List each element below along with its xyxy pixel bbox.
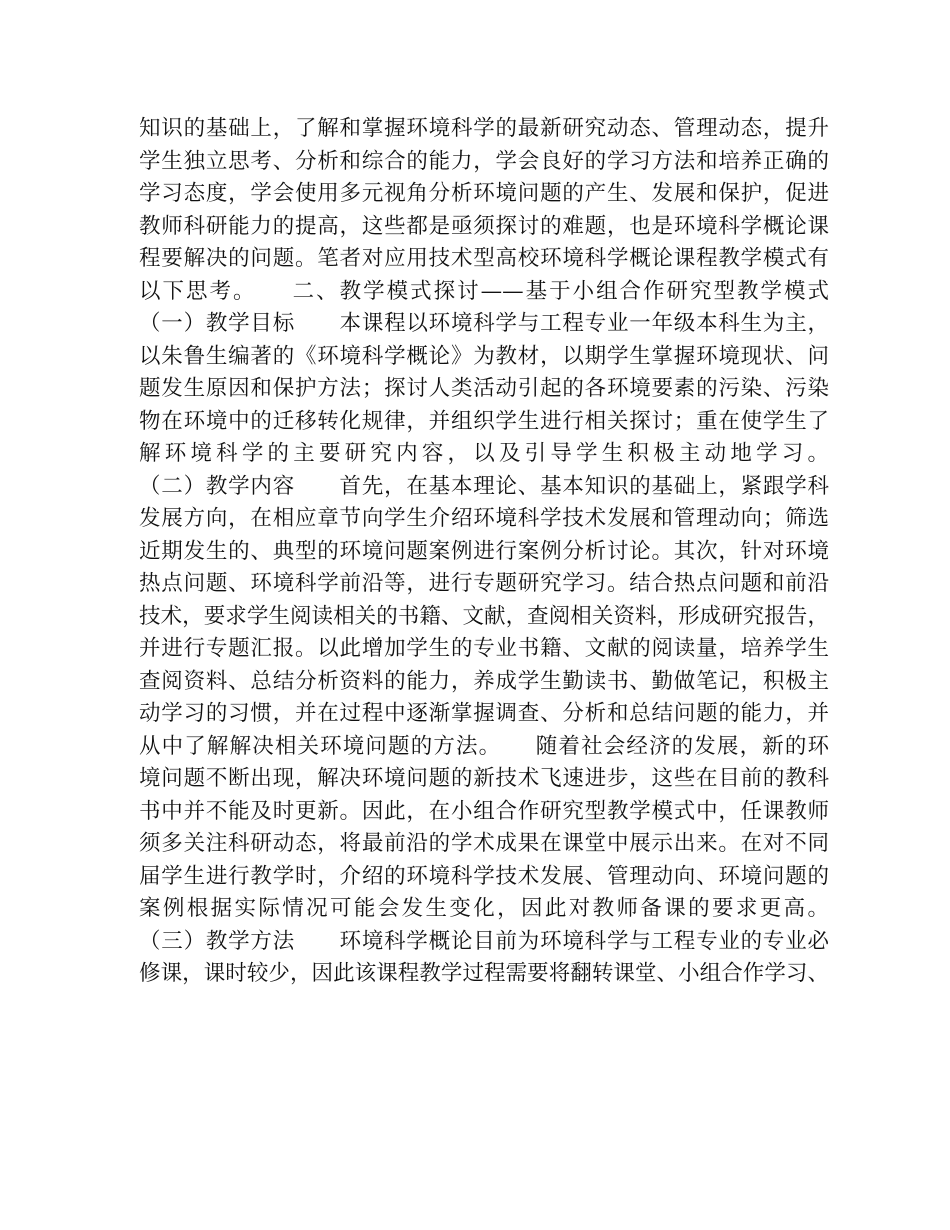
text-line: 届学生进行教学时，介绍的环境科学技术发展、管理动向、环境问题的 <box>139 863 829 889</box>
text-line: 技术，要求学生阅读相关的书籍、文献，查阅相关资料，形成研究报告， <box>139 603 829 629</box>
text-line: 从中了解解决相关环境问题的方法。 随着社会经济的发展，新的环 <box>139 733 829 759</box>
text-line: 动学习的习惯，并在过程中逐渐掌握调查、分析和总结问题的能力，并 <box>139 701 829 726</box>
text-line: 知识的基础上，了解和掌握环境科学的最新研究动态、管理动态，提升 <box>139 116 829 141</box>
text-line: 近期发生的、典型的环境问题案例进行案例分析讨论。其次，针对环境 <box>139 538 829 564</box>
text-line: 修课，课时较少，因此该课程教学过程需要将翻转课堂、小组合作学习、 <box>139 961 829 986</box>
text-line: 以朱鲁生编著的《环境科学概论》为教材，以期学生掌握环境现状、问 <box>139 343 829 369</box>
text-line: 物在环境中的迁移转化规律，并组织学生进行相关探讨；重在使学生了 <box>139 408 829 434</box>
text-line: 教师科研能力的提高，这些都是亟须探讨的难题，也是环境科学概论课 <box>139 213 829 239</box>
text-line: 境问题不断出现，解决环境问题的新技术飞速进步，这些在目前的教科 <box>139 766 829 791</box>
text-line: 发展方向，在相应章节向学生介绍环境科学技术发展和管理动向；筛选 <box>139 506 829 531</box>
body-text <box>139 113 829 991</box>
text-line: 程要解决的问题。笔者对应用技术型高校环境科学概论课程教学模式有 <box>139 246 829 271</box>
text-line: （三）教学方法 环境科学概论目前为环境科学与工程专业的专业必 <box>139 928 829 954</box>
text-line: 案例根据实际情况可能会发生变化，因此对教师备课的要求更高。 <box>139 896 829 921</box>
text-line: 学生独立思考、分析和综合的能力，学会良好的学习方法和培养正确的 <box>139 148 829 174</box>
text-line: （二）教学内容 首先，在基本理论、基本知识的基础上，紧跟学科 <box>139 473 829 499</box>
text-line: 题发生原因和保护方法；探讨人类活动引起的各环境要素的污染、污染 <box>139 376 829 401</box>
text-line: 热点问题、环境科学前沿等，进行专题研究学习。结合热点问题和前沿 <box>139 571 829 596</box>
text-line: 并进行专题汇报。以此增加学生的专业书籍、文献的阅读量，培养学生 <box>139 636 829 661</box>
text-line: 书中并不能及时更新。因此，在小组合作研究型教学模式中，任课教师 <box>139 798 829 824</box>
text-line: 解环境科学的主要研究内容，以及引导学生积极主动地学习。 <box>139 441 829 466</box>
text-line: 学习态度，学会使用多元视角分析环境问题的产生、发展和保护，促进 <box>139 181 829 206</box>
text-line: 以下思考。 二、教学模式探讨——基于小组合作研究型教学模式 <box>139 278 829 304</box>
text-line: 须多关注科研动态，将最前沿的学术成果在课堂中展示出来。在对不同 <box>139 831 829 856</box>
text-line: （一）教学目标 本课程以环境科学与工程专业一年级本科生为主， <box>139 311 829 336</box>
text-line: 查阅资料、总结分析资料的能力，养成学生勤读书、勤做笔记，积极主 <box>139 668 829 694</box>
